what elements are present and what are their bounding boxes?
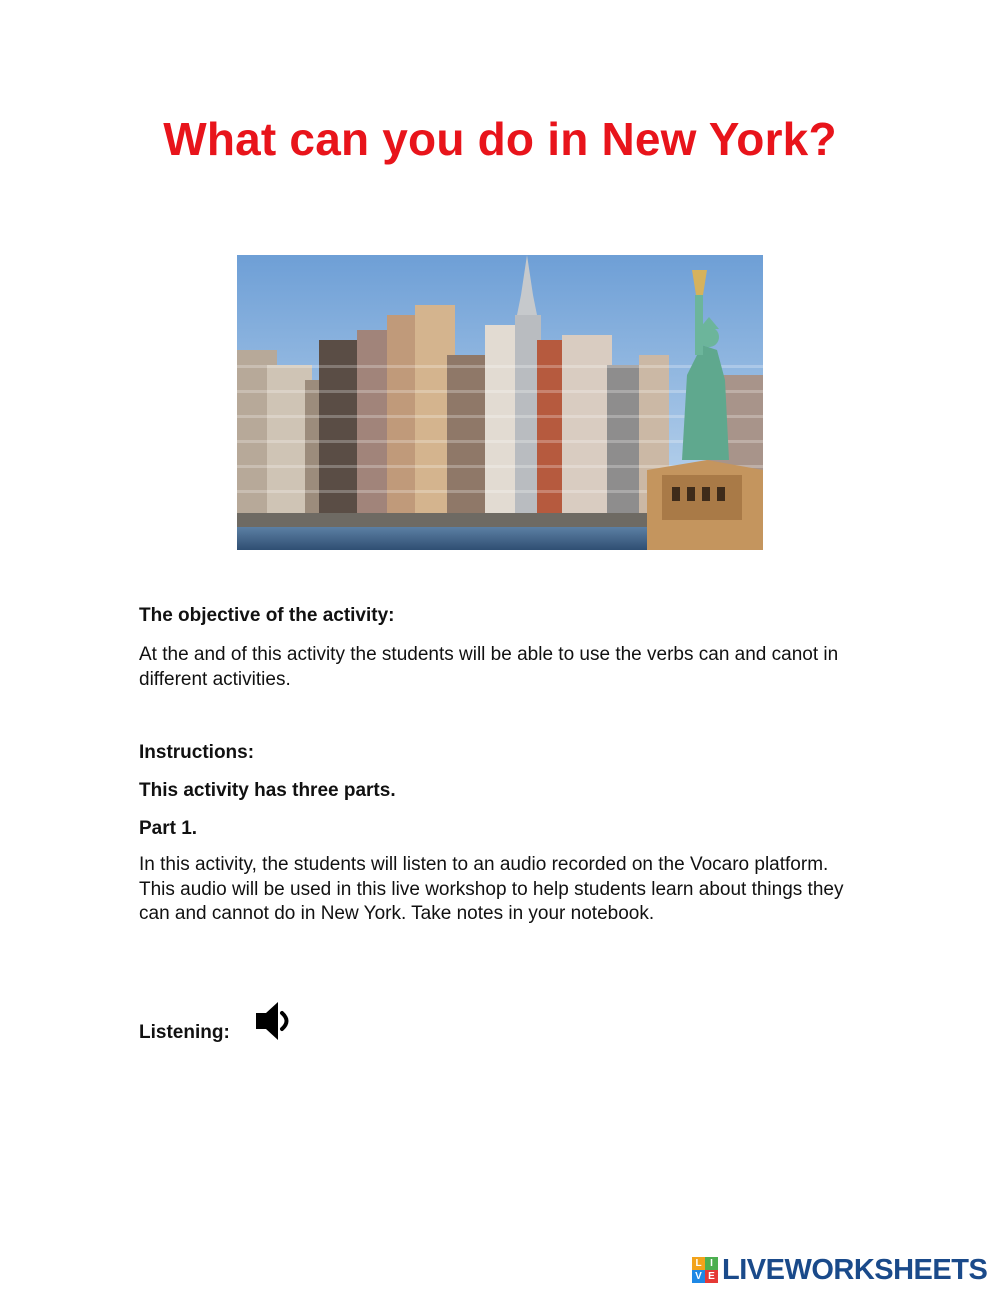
objective-heading: The objective of the activity:	[139, 605, 395, 626]
new-york-photo	[237, 255, 763, 550]
part1-heading: Part 1.	[139, 818, 198, 839]
part1-body: In this activity, the students will listen to an audio recorded on the Vocaro platform. This audio will be used in this live workshop to help students learn about things they can and cannot do in New York. Take notes in your notebook.	[139, 854, 844, 924]
page-title: What can you do in New York?	[163, 113, 837, 165]
logo-text: LIVEWORKSHEETS	[722, 1253, 988, 1286]
skyline-image	[237, 255, 763, 550]
parts-note: This activity has three parts.	[139, 780, 396, 801]
speaker-icon[interactable]	[254, 1000, 294, 1042]
logo-letter: E	[705, 1270, 718, 1283]
liveworksheets-logo	[692, 1252, 987, 1288]
instructions-heading: Instructions:	[139, 742, 255, 763]
logo-letter: V	[692, 1270, 705, 1283]
logo-mark-icon	[692, 1257, 718, 1283]
logo-letter: L	[692, 1257, 705, 1270]
listening-label: Listening:	[139, 1022, 230, 1043]
logo-letter: I	[705, 1257, 718, 1270]
objective-body: At the and of this activity the students will be able to use the verbs can and canot in different activities.	[139, 644, 839, 690]
